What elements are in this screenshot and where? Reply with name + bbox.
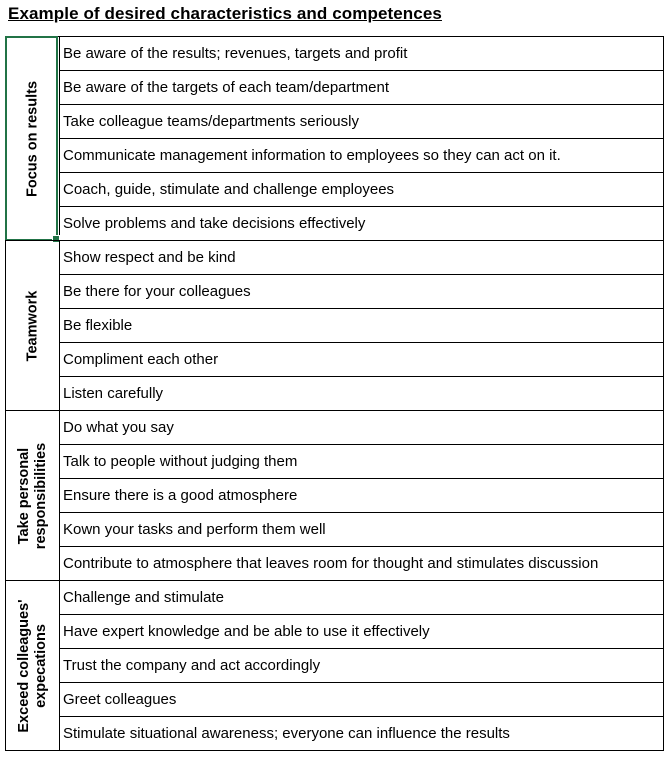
list-item[interactable]: Listen carefully	[60, 376, 663, 410]
list-item[interactable]: Take colleague teams/departments seriously	[60, 104, 663, 138]
list-item[interactable]: Solve problems and take decisions effectively	[60, 206, 663, 240]
category-label	[16, 599, 50, 732]
category-label: Focus on results	[24, 80, 40, 197]
category-label-line: Take personal	[15, 447, 32, 544]
category-cell[interactable]	[6, 241, 60, 410]
list-item[interactable]: Greet colleagues	[60, 682, 663, 716]
list-item[interactable]: Show respect and be kind	[63, 249, 236, 266]
list-item[interactable]: Be there for your colleagues	[60, 274, 663, 308]
list-item[interactable]: Be aware of the targets of each team/department	[60, 70, 663, 104]
category-label-line: responsibilities	[32, 442, 49, 549]
list-item[interactable]: Talk to people without judging them	[60, 444, 663, 478]
item-list	[60, 581, 663, 750]
list-item[interactable]: Have expert knowledge and be able to use it effectively	[60, 614, 663, 648]
category-cell[interactable]	[6, 581, 60, 750]
competences-table	[5, 36, 664, 751]
item-list	[60, 241, 663, 410]
group-focus-on-results	[5, 36, 664, 240]
item-list	[60, 37, 663, 240]
list-item[interactable]: Be aware of the results; revenues, targets and profit	[63, 45, 408, 62]
list-item[interactable]: Compliment each other	[60, 342, 663, 376]
list-item[interactable]: Coach, guide, stimulate and challenge employees	[60, 172, 663, 206]
list-item[interactable]: Ensure there is a good atmosphere	[60, 478, 663, 512]
list-item[interactable]: Communicate management information to employees so they can act on it.	[60, 138, 663, 172]
category-cell[interactable]	[6, 411, 60, 580]
category-label-line: expecations	[32, 623, 49, 708]
list-item[interactable]: Kown your tasks and perform them well	[60, 512, 663, 546]
list-item[interactable]: Be flexible	[60, 308, 663, 342]
category-label	[16, 442, 50, 548]
group-exceed-colleagues-expectations	[5, 580, 664, 751]
list-item[interactable]: Contribute to atmosphere that leaves room for thought and stimulates discussion	[60, 546, 663, 580]
item-list	[60, 411, 663, 580]
category-label: Teamwork	[24, 290, 40, 361]
document-title: Example of desired characteristics and competences	[8, 4, 442, 23]
list-item[interactable]: Trust the company and act accordingly	[60, 648, 663, 682]
list-item[interactable]: Challenge and stimulate	[63, 589, 224, 606]
list-item[interactable]: Do what you say	[63, 419, 174, 436]
group-take-personal-responsibilities	[5, 410, 664, 580]
category-label-line: Exceed colleagues'	[15, 598, 32, 733]
category-cell[interactable]	[6, 37, 60, 240]
group-teamwork	[5, 240, 664, 410]
list-item[interactable]: Stimulate situational awareness; everyone can influence the results	[60, 716, 663, 750]
